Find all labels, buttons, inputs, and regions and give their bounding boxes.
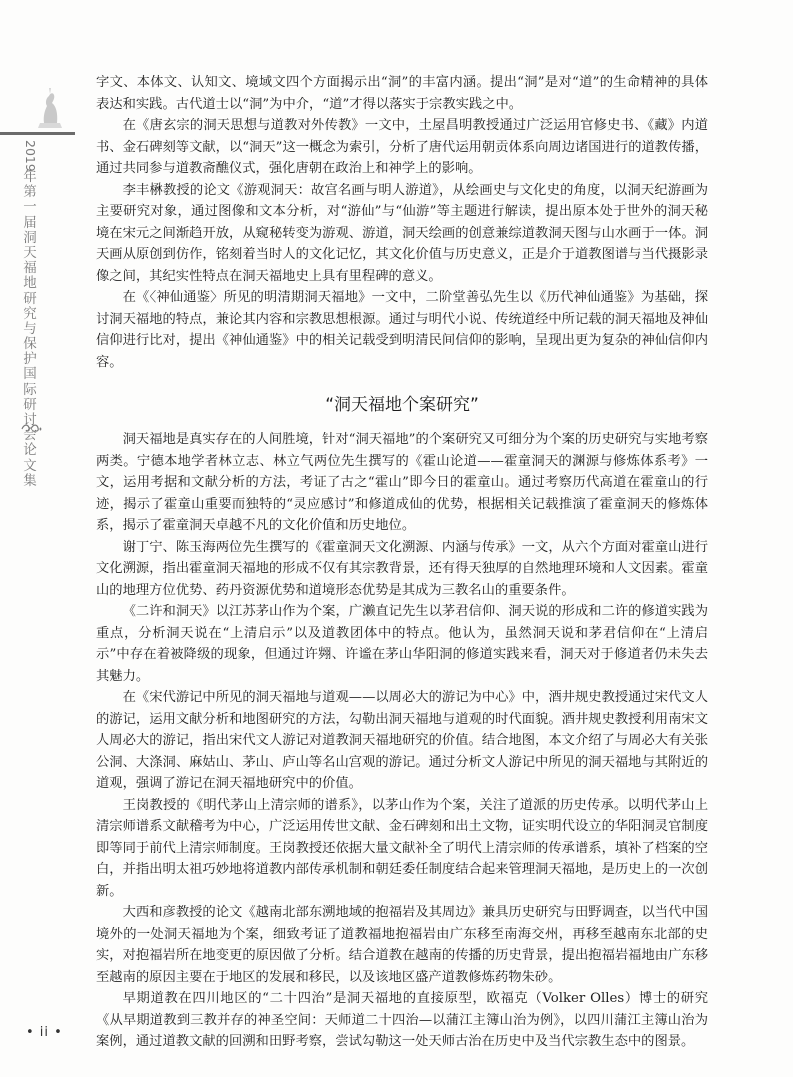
sidebar-title-char: 年	[23, 169, 37, 185]
sidebar-title-char: 文	[23, 457, 37, 474]
sidebar-title-char: 洞	[23, 229, 37, 246]
paragraph: 在《〈神仙通鉴〉所见的明清期洞天福地》一文中，二阶堂善弘先生以《历代神仙通鉴》为基础，探讨洞天福地的特点，兼论其内容和宗教思想根源。通过与明代小说、传统道经中所记载的洞天福地及神仙信仰进行比对，提出《神仙通鉴》中的相关记载受到明清民间信仰的影响，呈现出更为复杂的神仙信仰内容。	[96, 290, 708, 370]
sidebar-title-char: 护	[23, 351, 37, 368]
sidebar-title-char: 论	[23, 442, 37, 459]
paragraph: 《二许和洞天》以江苏茅山作为个案，广濑直记先生以茅君信仰、洞天说的形成和二许的修道实践为重点，分析洞天说在“上清启示”以及道教团体中的特点。他认为，虽然洞天说和茅君信仰在“上清启示”中存在着被降级的现象，但通过许翙、许谧在茅山华阳洞的修道实践来看，洞天对于修道者仍未失去其魅力。	[96, 604, 708, 684]
paragraph: 在《唐玄宗的洞天思想与道教对外传教》一文中，土屋昌明教授通过广泛运用官修史书、《藏》内道书、金石碑刻等文献，以“洞天”这一概念为索引，分析了唐代运用朝贡体系向周边诸国进行的道教传播，通过共同参与道教斋醮仪式，强化唐朝在政治上和神学上的影响。	[96, 118, 708, 176]
sidebar-title-char: 届	[23, 214, 37, 231]
sidebar-year: 2019	[23, 140, 38, 172]
sidebar-title-char: 研	[23, 290, 37, 307]
sidebar-title-char: 与	[23, 320, 37, 337]
paragraph: 洞天福地是真实存在的人间胜境，针对“洞天福地”的个案研究又可细分为个案的历史研究与实地考察两类。宁德本地学者林立志、林立气两位先生撰写的《霍山论道——霍童洞天的渊源与修炼体系考》一文，运用考据和文献分析的方法，考证了古之“霍山”即今日的霍童山。通过考察历代高道在霍童山的行迹，揭示了霍童山重要而独特的“灵应感讨”和修道成仙的优势，根据相关记载推演了霍童洞天的修炼体系，揭示了霍童洞天卓越不凡的文化价值和历史地位。	[96, 432, 708, 533]
paragraph: 谢丁宁、陈玉海两位先生撰写的《霍童洞天文化溯源、内涵与传承》一文，从六个方面对霍童山进行文化溯源，指出霍童洞天福地的形成不仅有其宗教背景，还有得天独厚的自然地理环境和人文因素。霍童山的地理方位优势、药丹资源优势和道境形态优势是其成为三教名山的重要条件。	[96, 539, 708, 598]
sidebar-title-char: 究	[23, 305, 37, 322]
sidebar-title	[23, 170, 37, 489]
paragraph: 早期道教在四川地区的“二十四治”是洞天福地的直接原型，欧福克（Volker Olles）博士的研究《从早期道教到三教并存的神圣空间：天师道二十四治—以蒲江主簿山治为例》，以四川蒲江主簿山治为案例，通过道教文献的回溯和田野考察，尝试勾勒这一处天师古治在历史中及当代宗教生态中的图景。	[96, 991, 708, 1049]
paragraph: 在《宋代游记中所见的洞天福地与道观——以周必大的游记为中心》中，酒井规史教授通过宋代文人的游记，运用文献分析和地图研究的方法，勾勒出洞天福地与道观的时代面貌。酒井规史教授利用南宋文人周必大的游记，指出宋代文人游记对道教洞天福地研究的价值。结合地图，本文介绍了与周必大有关张公洞、大涤洞、麻姑山、茅山、庐山等名山宫观的游记。通过分析文人游记中所见的洞天福地与其附近的道观，强调了游记在洞天福地研究中的价值。	[96, 690, 708, 791]
kneeling-figure-logo-icon	[30, 86, 70, 130]
paragraph: 李丰楙教授的论文《游观洞天：故宫名画与明人游道》，从绘画史与文化史的角度，以洞天纪游画为主要研究对象，通过图像和文本分析，对“游仙”与“仙游”等主题进行解读，提出原本处于世外的洞天秘境在宋元之间渐趋开放，从窥秘转变为游观、游道，洞天绘画的创意兼综道教洞天图与山水画于一体。洞天画从原创到仿作，铭刻着当时人的文化记忆，其文化价值与历史意义，正是介于道教图谱与当代摄影录像之间，其纪实性特点在洞天福地史上具有里程碑的意义。	[96, 182, 708, 284]
section-heading: “洞天福地个案研究”	[325, 395, 479, 415]
sidebar-title-char: 保	[23, 336, 37, 353]
paragraph: 王岗教授的《明代茅山上清宗师的谱系》，以茅山作为个案，关注了道派的历史传承。以明代茅山上清宗师谱系文献稽考为中心，广泛运用传世文献、金石碑刻和出土文物，证实明代设立的华阳洞灵官制度即等同于前代上清宗师制度。王岗教授还依据大量文献补全了明代上清宗师的传承谱系，填补了档案的空白，并指出明太祖巧妙地将道教内部传承机制和朝廷委任制度结合起来管理洞天福地，是历史上的一次创新。	[96, 797, 708, 899]
sidebar-title-char: 讨	[23, 412, 37, 428]
sidebar-title-char: 福	[23, 260, 37, 277]
sidebar-title-char: 天	[23, 244, 37, 261]
header-rule	[0, 132, 75, 135]
decorative-scroll-icon	[20, 423, 42, 435]
sidebar-title-char: 会	[23, 427, 37, 444]
sidebar-series-title	[22, 140, 38, 489]
sidebar-title-char: 国	[23, 366, 37, 383]
sidebar-title-char: 一	[23, 199, 37, 216]
document-body	[96, 72, 708, 1053]
page-number: • ii •	[26, 1025, 63, 1040]
sidebar-title-char: 际	[23, 381, 37, 398]
sidebar-title-char: 研	[23, 396, 37, 413]
paragraph: 字文、本体文、认知文、境域文四个方面揭示出“洞”的丰富内涵。提出“洞”是对“道”的生命精神的具体表达和实践。古代道士以“洞”为中介，“道”才得以落实于宗教实践之中。	[96, 75, 708, 112]
sidebar-title-char: 第	[23, 184, 37, 201]
sidebar-title-char: 地	[23, 275, 37, 292]
sidebar-title-char: 集	[23, 472, 37, 489]
paragraph: 大西和彦教授的论文《越南北部东溯地域的抱福岩及其周边》兼具历史研究与田野调查，以当代中国境外的一处洞天福地为个案，细致考证了道教福地抱福岩由广东移至南海交州，再移至越南东北部的史实，对抱福岩所在地变更的原因做了分析。结合道教在越南的传播的历史背景，提出抱福岩福地由广东移至越南的原因主要在于地区的发展和移民，以及该地区盛产道教修炼药物朱砂。	[96, 905, 708, 985]
